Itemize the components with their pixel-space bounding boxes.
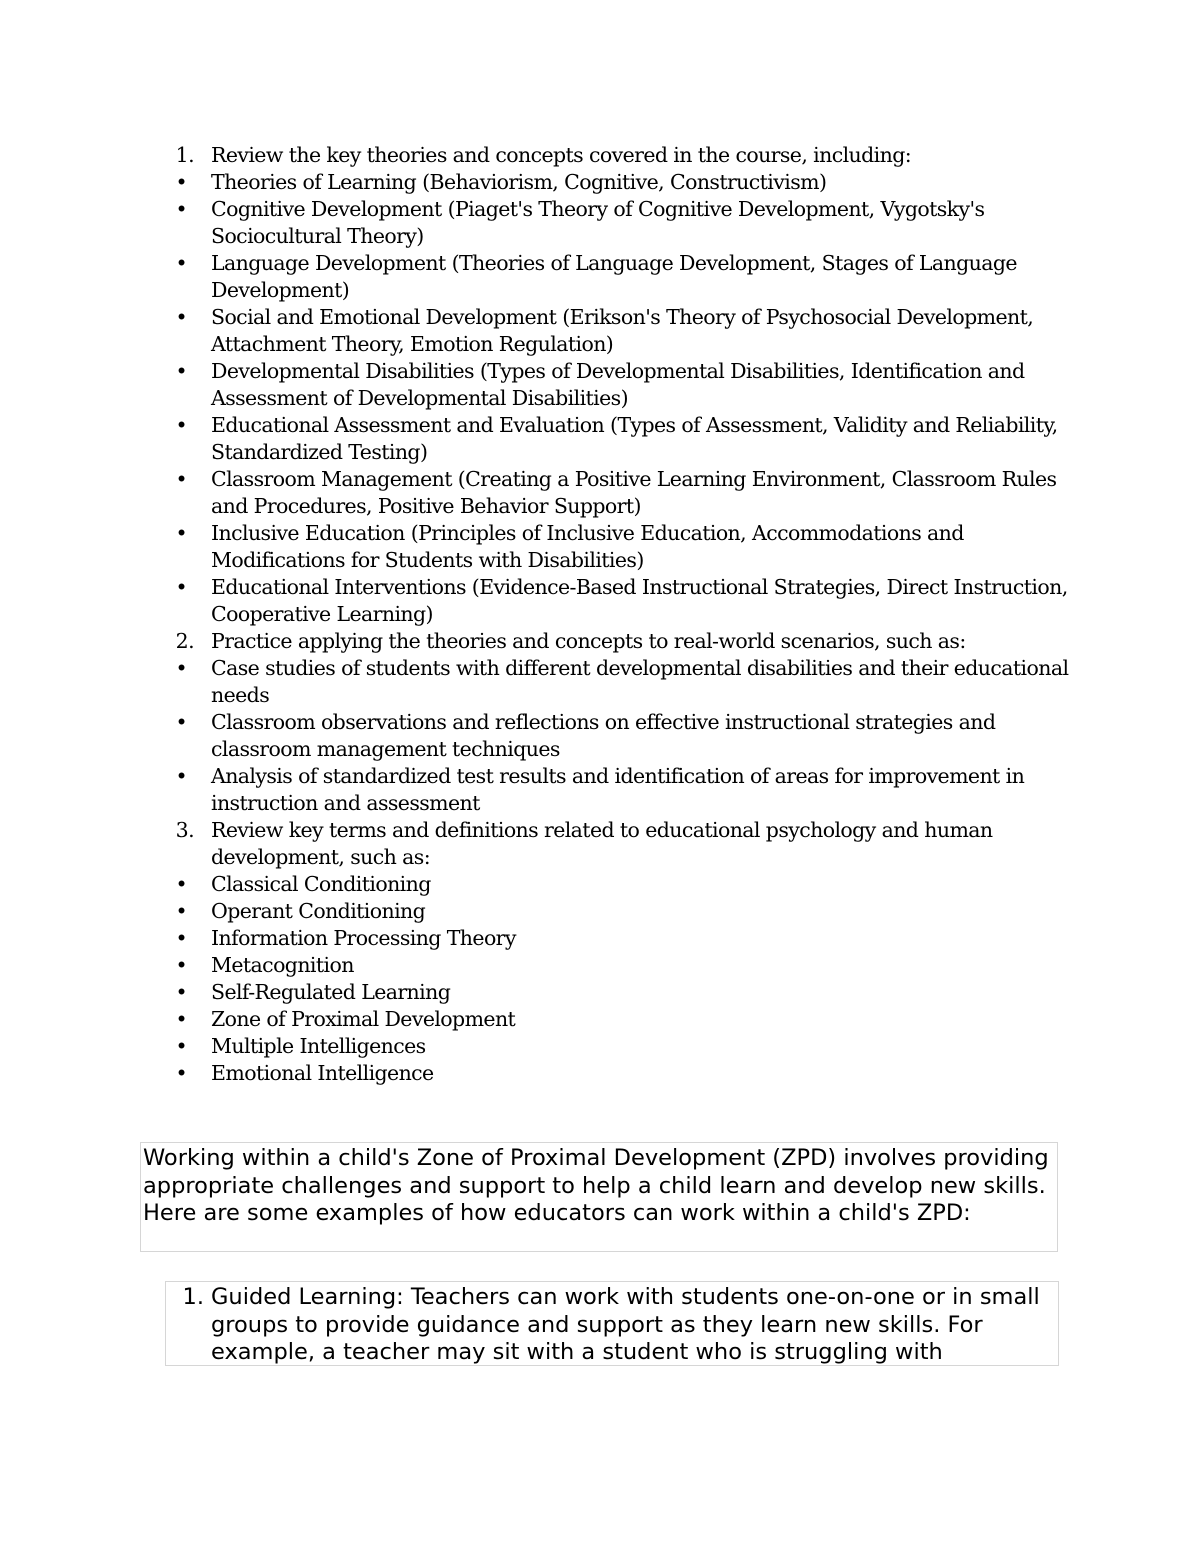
bullet-marker: •: [175, 926, 187, 950]
list-item: [0, 304, 1071, 358]
bullet-marker: •: [175, 197, 187, 221]
bullet-marker: •: [175, 521, 187, 545]
list-item: [0, 196, 1071, 250]
list-marker: 3.: [175, 818, 194, 842]
bullet-marker: •: [175, 1007, 187, 1031]
bullet-marker: •: [175, 656, 187, 680]
list-item: [0, 952, 1071, 979]
list-item: [0, 574, 1071, 628]
list-item-text: Educational Assessment and Evaluation (Types of Assessment, Validity and Reliability, Standardized Testing): [211, 413, 1058, 464]
bullet-marker: •: [175, 575, 187, 599]
list-item: [0, 655, 1071, 709]
list-item: [0, 520, 1071, 574]
list-item-text: Educational Interventions (Evidence-Based Instructional Strategies, Direct Instruction, Cooperative Learning): [211, 575, 1068, 626]
list-item-text: Developmental Disabilities (Types of Developmental Disabilities, Identification and Assessment of Developmental Disabilities): [211, 359, 1025, 410]
list-item-text: Information Processing Theory: [211, 926, 516, 950]
list-item: [0, 1006, 1071, 1033]
study-guide-list: [0, 142, 1100, 1087]
list-item-text: Metacognition: [211, 953, 354, 977]
list-item-text: Zone of Proximal Development: [211, 1007, 516, 1031]
bullet-marker: •: [175, 413, 187, 437]
list-item-text: Practice applying the theories and concepts to real-world scenarios, such as:: [211, 629, 966, 653]
list-marker: 2.: [175, 629, 194, 653]
zpd-intro-box: [140, 1142, 1058, 1252]
list-item: [0, 1033, 1071, 1060]
list-item-text: Multiple Intelligences: [211, 1034, 426, 1058]
list-item: [0, 709, 1071, 763]
list-item: [0, 142, 1071, 169]
list-item-text: Operant Conditioning: [211, 899, 426, 923]
list-item: [0, 871, 1071, 898]
list-item-text: Emotional Intelligence: [211, 1061, 434, 1085]
list-item-text: Review the key theories and concepts covered in the course, including:: [211, 143, 912, 167]
list-marker: 1.: [175, 143, 194, 167]
list-item-text: Analysis of standardized test results and identification of areas for improvement in instruction and assessment: [211, 764, 1025, 815]
list-item: [0, 169, 1071, 196]
list-item-text: Classroom Management (Creating a Positive Learning Environment, Classroom Rules and Procedures, Positive Behavior Support): [211, 467, 1057, 518]
list-item: [0, 979, 1071, 1006]
list-item-text: Inclusive Education (Principles of Inclusive Education, Accommodations and Modifications for Students with Disabilities): [211, 521, 964, 572]
list-item-text: Classroom observations and reflections on effective instructional strategies and classroom management techniques: [211, 710, 996, 761]
list-item: [0, 763, 1071, 817]
bullet-marker: •: [175, 710, 187, 734]
bullet-marker: •: [175, 251, 187, 275]
bullet-marker: •: [175, 872, 187, 896]
bullet-marker: •: [175, 899, 187, 923]
list-item-text: Social and Emotional Development (Erikson's Theory of Psychosocial Development, Attachment Theory, Emotion Regulation): [211, 305, 1034, 356]
list-item: [0, 628, 1071, 655]
bullet-marker: •: [175, 467, 187, 491]
list-item: [0, 466, 1071, 520]
bullet-marker: •: [175, 1061, 187, 1085]
list-item-text: Review key terms and definitions related to educational psychology and human development, such as:: [211, 818, 993, 869]
list-item-text: Language Development (Theories of Language Development, Stages of Language Development): [211, 251, 1017, 302]
zpd-intro-text: Working within a child's Zone of Proximal Development (ZPD) involves providing appropriate challenges and support to help a child learn and develop new skills. Here are some examples of how educators can work within a child's ZPD:: [143, 1145, 1049, 1226]
bullet-marker: •: [175, 170, 187, 194]
list-item: [0, 358, 1071, 412]
bullet-marker: •: [175, 980, 187, 1004]
bullet-marker: •: [175, 1034, 187, 1058]
list-item: [0, 925, 1071, 952]
list-item: [0, 250, 1071, 304]
zpd-example-text: Guided Learning: Teachers can work with students one-on-one or in small groups to provide guidance and support as they learn new skills. For example, a teacher may sit with a student who is struggling with: [211, 1284, 1040, 1365]
list-item: [0, 817, 1071, 871]
list-item-text: Classical Conditioning: [211, 872, 431, 896]
list-marker: 1.: [182, 1284, 204, 1310]
list-item: [0, 1060, 1071, 1087]
bullet-marker: •: [175, 359, 187, 383]
bullet-marker: •: [175, 764, 187, 788]
list-item-text: Theories of Learning (Behaviorism, Cognitive, Constructivism): [211, 170, 827, 194]
zpd-example-box: [165, 1281, 1059, 1366]
list-item-text: Case studies of students with different developmental disabilities and their educational needs: [211, 656, 1069, 707]
list-item: [0, 412, 1071, 466]
bullet-marker: •: [175, 305, 187, 329]
bullet-marker: •: [175, 953, 187, 977]
list-item-text: Cognitive Development (Piaget's Theory of Cognitive Development, Vygotsky's Sociocultural Theory): [211, 197, 985, 248]
list-item: [0, 898, 1071, 925]
list-item-text: Self-Regulated Learning: [211, 980, 451, 1004]
